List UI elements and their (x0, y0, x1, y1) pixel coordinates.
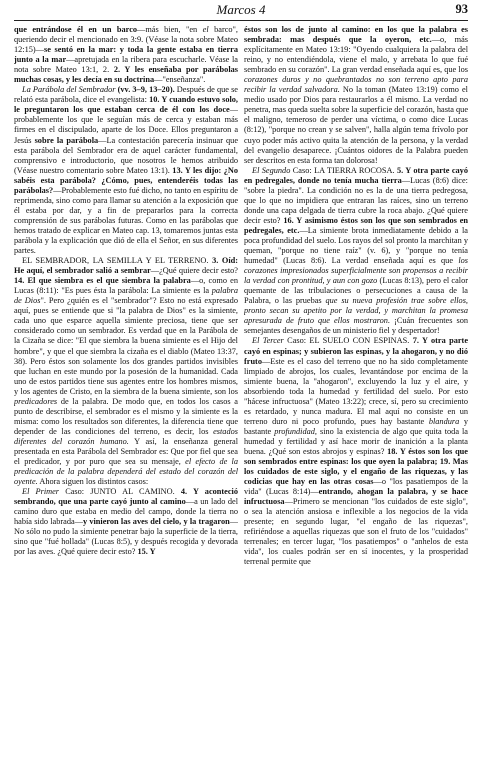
body-text: de la palabra. De modo que, en todos los casos a punto de describirse, el sembrador es el mismo y la simiente es la misma: como los resultados son diferentes, la diferencia tiene que depender de las condiciones del terreno, es decir, los (14, 396, 238, 436)
body-text: —"enseñanza". (154, 75, 206, 85)
bold-text: 13. Y les dijo: ¿No sabéis esta parábola? ¿Cómo, pues, entenderéis todas las parábolas? (14, 165, 238, 195)
body-text: —Este es el caso del terreno que no ha sido completamente limpiado de abrojos, los cuales, levantándose por encima de la simiente buena, la "ahogaron", excluyendo la luz y el aire, y absorbiendo toda la humedad y fertilidad del suelo. Por esto "hácese infructuosa" (Mateo 13:22); crece, sí, pero su crecimiento es retardado, y nunca madura. El mal aquí no consiste en un terreno duro ni poco profundo, pues hay bastante (244, 356, 468, 426)
italic-text: La Parábola del Sembrador (22, 85, 116, 95)
body-text: y bastante (244, 416, 468, 436)
page-number: 93 (455, 2, 468, 16)
bold-text: (vv. 3–9, 13–20). (115, 85, 175, 95)
body-text: Y así, la enseñanza general presentada en esta Parábola del Sembrador es: Que por fiel que sea el predicador, y por puro que sea su mensaje, (14, 436, 238, 467)
bold-text: 16. Y asimismo éstos son los que son sembrados en pedregales, etc. (244, 215, 468, 235)
italic-text: el efecto de la predicación de la palabra dependerá del estado del corazón del oyente. (14, 457, 238, 487)
text-columns (14, 25, 468, 758)
body-text: (Lucas 8:13), pero el calor quemante de las tribulaciones o persecuciones a causa de la Palabra, o las pruebas (244, 276, 468, 306)
body-text: —La contestación parecería insinuar que esta parábola del Sembrador era de aquel carácter fundamental, comprensivo e introductorio, que nosotros le hemos atribuido (Véase nuestro comentario sobre Mateo 13:1). (14, 135, 238, 175)
right-column (244, 25, 468, 758)
bold-text: éstos son los de junto al camino: en los que la palabra es sembrada: mas después que la oyeron, etc. (244, 25, 468, 45)
bold-text: 2. Y les enseñaba por parábolas muchas cosas, y les decía en su doctrina (14, 65, 238, 85)
page-header (14, 2, 468, 20)
body-text: —La simiente brota inmediatamente debido a la poca profundidad del suelo. Los rayos del sol pronto la marchitan y queman, "porque no tiene raíz" (v. 6), y "porque no tenía humedad" (Lucas 8:6). La verdad enseñada aquí es que (244, 225, 468, 266)
bold-text: entrando, ahogan la palabra, y se hace infructuosa (244, 487, 468, 507)
bold-text: 10. Y cuando estuvo solo, le preguntaron los que estaban cerca de él con los doce (14, 95, 238, 115)
paragraph (14, 25, 238, 85)
body-text: ". Pero ¿quién es el "sembrador"? Esto no está expresado aquí, pues se entiende que si "la palabra de Dios" es la simiente, cada uno que esparce aquella simiente preciosa, tiene que ser considerado como un sembrador. Es verdad que en la Parábola de la Cizaña se dice: "El que siembra la buena simiente es el Hijo del hombre", y que el que siembra la cizaña es el diablo (Mateo 13:37, 38). Pero éstos son solamente los dos grandes partidos invisibles que luchan en este mundo por la posesión de la humanidad. Cada uno de estos partidos tiene sus agentes entre los hombres mismos, y los agentes de Cristo, en la siembra de la buena simiente, son los (14, 296, 238, 396)
paragraph (14, 487, 238, 557)
body-text: Caso: LA TIERRA ROCOSA. (290, 165, 397, 175)
italic-text: El Tercer (252, 336, 284, 346)
italic-text: El Primer (22, 487, 60, 497)
bold-text: sobre la parábola (34, 135, 99, 145)
body-text: —o "los pasatiempos de la vida" (Lucas 8:14)— (244, 477, 468, 497)
bold-text: se sentó en la mar: y toda la gente estaba en tierra junto a la mar (14, 45, 238, 65)
body-text: Caso: JUNTO AL CAMINO. (59, 487, 181, 497)
header-rule (14, 20, 468, 21)
paragraph (14, 256, 238, 487)
bold-text: que entrándose él en un barco (14, 25, 138, 34)
italic-text: profundidad (274, 426, 315, 436)
body-text: —Lucas (8:6) dice: "sobre la piedra". La condición no es la de una tierra pedregosa, que lo que no impidiera que entraran las raíces, sino un terreno donde una capa delgada de tierra cubre la roca abajo. ¿Qué quiere decir esto? (244, 175, 468, 225)
body-text: —o, como en Lucas (8:11): "Es pues ésta la parábola: La simiente es la (14, 276, 238, 296)
body-text: —más bien, "en (137, 25, 203, 34)
body-text: ¡Cuán frecuentes son semejantes desengaños de un ministerio fiel y despertador! (244, 316, 468, 336)
paragraph (244, 166, 468, 337)
body-text: —¿Qué quiere decir esto? (150, 266, 238, 276)
paragraph (244, 25, 468, 166)
bold-text: 4. Y aconteció sembrando, que una parte cayó junto al camino (14, 487, 238, 507)
bold-text: 15. Y (137, 547, 156, 557)
italic-text: predicadores (14, 396, 58, 406)
body-text: —Probablemente esto fué dicho, no tanto en espíritu de reprimenda, sino como para llamar su atención a la exposición que él estaba por dar, y a fin de prepararlos para la correcta comprensión de sus parábolas futuras. Como en las parábolas que hemos tratado de explicar en Mateo cap. 13, tomaremos juntas esta parábola y la explicación que dió de ella el Señor, en sus diferentes partes. (14, 185, 238, 256)
bold-text: y vinieron las aves del cielo, y la tragaron (82, 517, 230, 527)
italic-text: blandura (428, 416, 460, 426)
body-text: —probablemente los que le seguían más de cerca y estaban más firmes en el discipulado, aparte de los Doce. Ellos preguntaron a Jesús (14, 105, 238, 145)
body-text: —o, más explícitamente en Mateo 13:19: "Oyendo cualquiera la palabra del reino, y no entendiéndola, viene el malo, y arrebata lo que fué sembrado en su corazón". La gran verdad enseñada aquí es, que los (244, 35, 468, 75)
body-text: EL SEMBRADOR, LA SEMILLA Y EL TERRENO. (22, 256, 213, 266)
running-head: Marcos 4 (216, 2, 266, 17)
italic-text: palabra de Dios (14, 286, 238, 306)
bold-text: 5. Y otra parte cayó en pedregales, donde no tenía mucha tierra (244, 165, 468, 185)
italic-text: que su nueva profesión trae sobre ellos, pronto secan su apetito por la verdad, y marchitan la promesa apresurada de fruto que ellos mostraron. (244, 296, 468, 326)
left-column (14, 25, 238, 758)
italic-text: estados diferentes del corazón humano. (14, 426, 238, 446)
body-text: —Primero se mencionan "los cuidados de este siglo", o sea la atención ansiosa e inflexible a los negocios de la vida presente; en segundo lugar, "el engaño de las riquezas", refiriéndose a aquellas riquezas que son el fruto de los "cuidados" terrenales; en tercer lugar, "los pasatiempos" o "anhelos de esta vida", los cuales podrán ser en sí inocentes, y la prosperidad terrenal permite que (244, 497, 468, 567)
bold-text: 18. Y éstos son los que son sembrados entre espinas: los que oyen la palabra; 19. Mas los cuidados de este siglo, y el engaño de las riquezas, y las codicias que hay en las otras cosas (244, 446, 468, 487)
bold-text: 3. Oíd: He aquí, el sembrador salió a sembrar (14, 256, 238, 276)
italic-text: el (202, 25, 209, 34)
italic-text: corazones duros y no quebrantados no son terreno apto para recibir la verdad salvadora. (244, 75, 468, 95)
paragraph (244, 336, 468, 567)
body-text: Caso: EL SUELO CON ESPINAS. (283, 336, 413, 346)
italic-text: El Segundo (252, 165, 291, 175)
body-text: Ahora siguen los distintos casos: (37, 477, 149, 487)
body-text: No la toman (Mateo 13:19) como el medio usado por Dios para restaurarlos a él mismo. La verdad no penetra, mas queda suelta sobre la superficie del corazón, hasta que el maligno, temeroso de perder una víctima, o como dice Lucas (8:12), "porque no crean y se salven", halla algún tema frívolo por cuyo poder más activo quita la atención de la persona, y la verdad del evangelio desaparece. ¡Cuántos oidores de la Palabra pueden ser descritos en esta forma tan dolorosa! (244, 85, 468, 165)
body-text: —No sólo no pudo la simiente penetrar bajo la superficie de la tierra, sino que "fué hollada" (Lucas 8:5), y después recogida y devorada por las aves. ¿Qué quiere decir esto? (14, 517, 238, 557)
body-text: Después de que se relató esta parábola, dice el evangelista: (14, 85, 238, 105)
bold-text: 7. Y otra parte cayó en espinas; y subieron las espinas, y la ahogaron, y no dió fruto (244, 336, 468, 366)
body-text: —apretujada en la ribera para escucharle. Véase la nota sobre Mateo 13:1, 2. (14, 55, 238, 75)
body-text: , sino la existencia de algo que quita toda la humedad y fertilidad y así hace morir de inanición a la planta buena. ¿Qué son estos abrojos y espinas? (244, 426, 468, 456)
body-text: —a un lado del camino duro que estaba en medio del campo, donde la tierra no había sido labrada— (14, 497, 238, 527)
italic-text: los corazones impresionados superficialmente son propensos a recibir la verdad con prontitud, y aun con gozo (244, 256, 468, 286)
paragraph (14, 85, 238, 256)
bold-text: 14. El que siembra es el que siembra la palabra (14, 276, 191, 286)
body-text: barco", queriendo decir el mencionado en 3:9. (Véase la nota sobre Mateo 12:15)— (14, 25, 238, 55)
